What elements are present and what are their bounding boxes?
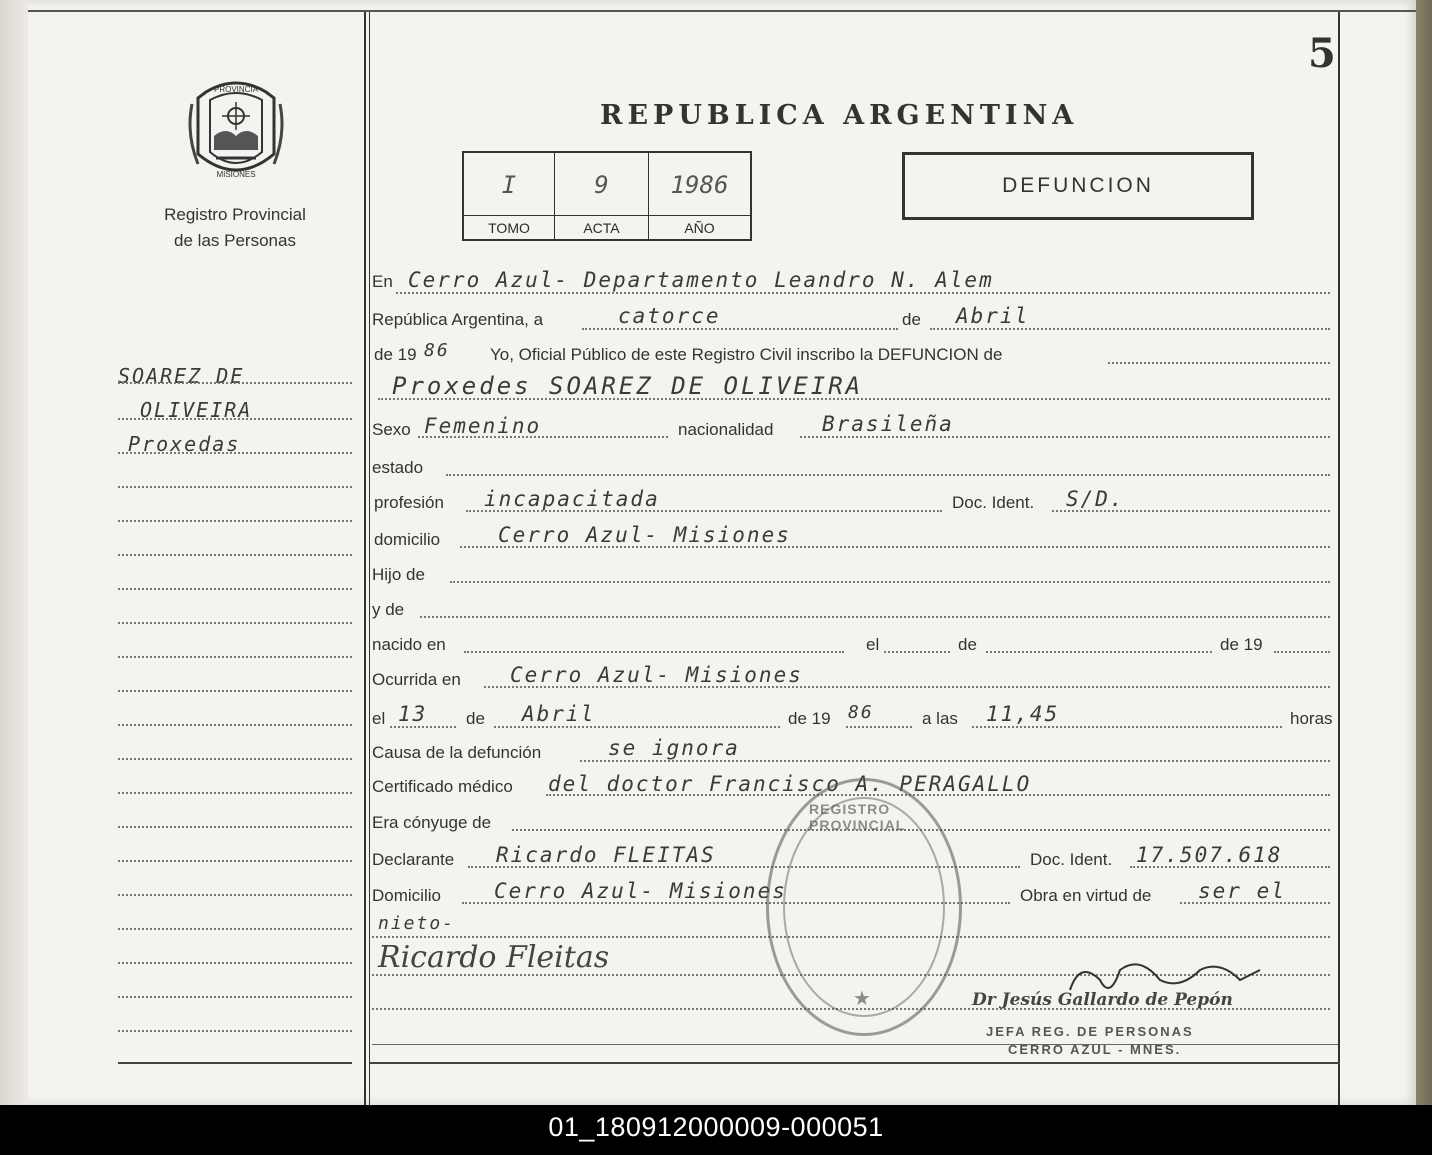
acta-label: ACTA: [555, 215, 648, 240]
sexo-value: Femenino: [424, 414, 542, 438]
doc-ident-label-2: Doc. Ident.: [1030, 850, 1113, 869]
ocurrida-value: Cerro Azul- Misiones: [510, 663, 803, 687]
conyuge-label: Era cónyuge de: [372, 813, 492, 832]
record-type-box: DEFUNCION: [902, 152, 1254, 220]
right-margin-rule: [1338, 12, 1340, 1105]
y-de-label: y de: [372, 600, 405, 619]
anio-sufijo-value: 86: [424, 340, 450, 361]
a-las-label: a las: [922, 709, 958, 728]
anio-cell: [649, 153, 750, 239]
en-label: En: [372, 272, 393, 291]
causa-label: Causa de la defunción: [372, 743, 542, 762]
doc-declarante-value: 17.507.618: [1136, 843, 1283, 867]
nacido-label: nacido en: [372, 635, 446, 654]
document-title: REPUBLICA ARGENTINA: [600, 100, 1079, 131]
book-cover-edge: [1416, 0, 1432, 1105]
ocurrida-de19-label: de 19: [788, 709, 831, 728]
profesion-label: profesión: [374, 493, 444, 512]
nacido-el-label: el: [866, 635, 880, 654]
book-binding: [0, 0, 28, 1105]
domicilio-label-2: Domicilio: [372, 886, 441, 905]
republica-label: República Argentina, a: [372, 310, 544, 329]
doc-ident-label: Doc. Ident.: [952, 493, 1035, 512]
nacido-de19-label: de 19: [1220, 635, 1263, 654]
page-number: 5: [1308, 30, 1336, 77]
left-margin-rule-2: [369, 12, 370, 1105]
tomo-cell: [464, 153, 555, 239]
crest-bottom-text: MISIONES: [216, 170, 256, 179]
tomo-label: TOMO: [464, 215, 554, 240]
ocurrida-de-label: de: [466, 709, 485, 728]
acta-cell: [555, 153, 649, 239]
image-id-text: 01_180912000009-000051: [548, 1112, 884, 1142]
registry-name: [120, 202, 350, 254]
certificado-value: del doctor Francisco A. PERAGALLO: [548, 772, 1032, 796]
acta-value: 9: [594, 171, 609, 199]
margin-name-line-1: SOAREZ DE: [118, 364, 245, 388]
provincial-crest-icon: [186, 74, 286, 186]
mes2-value: Abril: [522, 702, 596, 726]
domicilio-value: Cerro Azul- Misiones: [498, 523, 791, 547]
inscribo-label: Yo, Oficial Público de este Registro Civil inscribo la DEFUNCION de: [490, 345, 1003, 364]
de-label: de: [902, 310, 921, 329]
declarant-signature: Ricardo Fleitas: [378, 940, 610, 975]
lugar-value: Cerro Azul- Departamento Leandro N. Alem: [408, 268, 994, 292]
record-reference-table: [462, 151, 752, 241]
ocurrida-el-label: el: [372, 709, 386, 728]
nacionalidad-label: nacionalidad: [678, 420, 774, 439]
official-title-line-1: JEFA REG. DE PERSONAS: [986, 1024, 1194, 1039]
declarante-label: Declarante: [372, 850, 455, 869]
anio-label: AÑO: [649, 215, 750, 240]
domicilio2-value: Cerro Azul- Misiones: [494, 879, 787, 903]
horas-label: horas: [1290, 709, 1333, 728]
official-signature: [1060, 950, 1280, 1010]
registry-line-1: Registro Provincial: [164, 205, 306, 224]
ocurrida-label: Ocurrida en: [372, 670, 461, 689]
margin-name-line-2: OLIVEIRA: [140, 398, 253, 422]
dia-texto-value: catorce: [618, 304, 721, 328]
declarante-value: Ricardo FLEITAS: [496, 843, 716, 867]
hijo-label: Hijo de: [372, 565, 425, 584]
causa-value: se ignora: [608, 736, 740, 760]
top-rule: [28, 10, 1418, 12]
crest-top-text: PROVINCIA: [213, 85, 259, 94]
obra-cont-value: nieto-: [378, 913, 456, 934]
official-title-line-2: CERRO AZUL - MNES.: [1008, 1042, 1182, 1057]
profesion-value: incapacitada: [484, 487, 660, 511]
obra-value: ser el: [1198, 879, 1286, 903]
nacido-de-label: de: [958, 635, 977, 654]
certificado-label: Certificado médico: [372, 777, 513, 796]
dia-num-value: 13: [398, 702, 428, 726]
seal-text: REGISTRO PROVINCIAL: [809, 801, 906, 833]
left-margin-rule: [364, 12, 366, 1105]
official-name: Dr Jesús Gallardo de Pepón: [972, 990, 1233, 1010]
nacionalidad-value: Brasileña: [822, 412, 954, 436]
anio-value: 1986: [670, 171, 729, 199]
tomo-value: I: [501, 171, 517, 199]
registry-line-2: de las Personas: [174, 231, 296, 250]
image-id-bar: [0, 1105, 1432, 1155]
sexo-label: Sexo: [372, 420, 411, 439]
mes-value: Abril: [956, 304, 1030, 328]
doc-ident-value: S/D.: [1066, 487, 1125, 511]
obra-label: Obra en virtud de: [1020, 886, 1152, 905]
estado-label: estado: [372, 458, 424, 477]
margin-name-line-3: Proxedas: [128, 432, 241, 456]
seal-star-icon: ★: [853, 988, 871, 1010]
domicilio-label: domicilio: [374, 530, 441, 549]
official-seal: [766, 778, 962, 1036]
hora-value: 11,45: [986, 702, 1060, 726]
anio2-value: 86: [848, 702, 874, 723]
difunto-value: Proxedes SOAREZ DE OLIVEIRA: [392, 372, 864, 400]
anio-prefix-label: de 19: [374, 345, 417, 364]
